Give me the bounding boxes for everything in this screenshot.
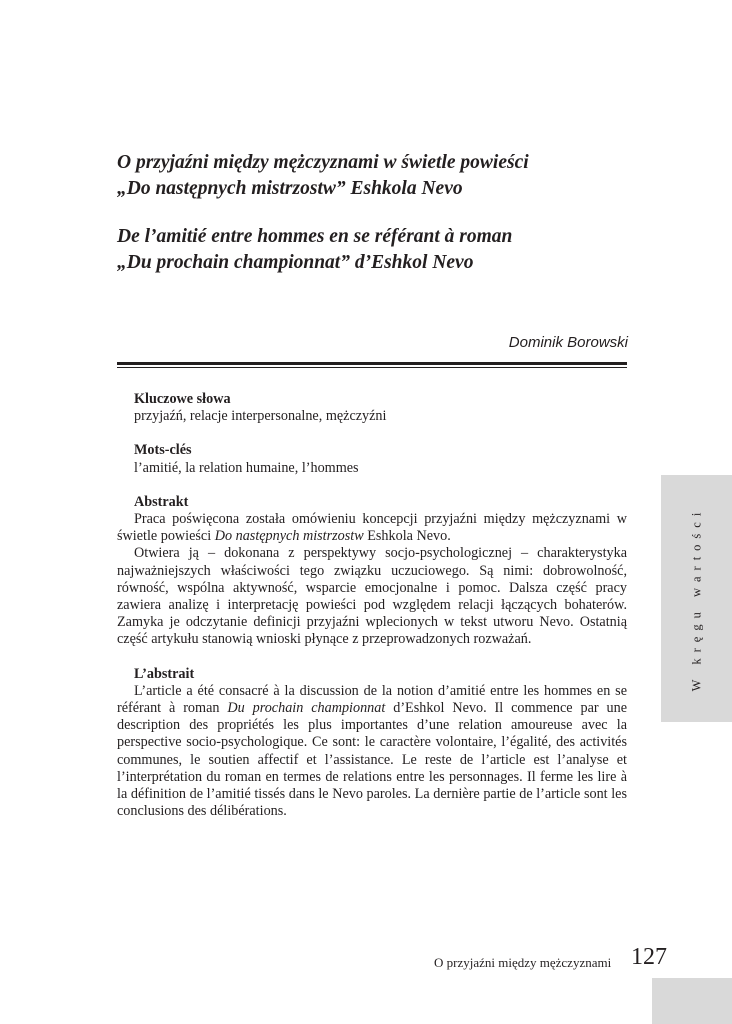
abstract-polish-paragraph-2: Otwiera ją – dokonana z perspektywy socjo-psychologicznej – charakterystyka najważniejszych właściwości tego związku uczuciowego. Są nimi: dobrowolność, równość, wspólna aktywność, wsparcie emocjonalne i pomoc. Dalsza część pracy zawiera analizę i interpretację powieści pod względem relacji łączących bohaterów. Zamyka je odczytanie definicji przyjaźni wplecionych w tekst utworu Nevo. Ostatnią część artykułu stanowią wnioski płynące z przeprowadzonych rozważań. [117,545,627,648]
title-french-line-1: De l’amitié entre hommes en se référant à roman [117,226,513,247]
abstract-french [117,666,627,821]
abstract-polish-p1-end: Eshkola Nevo. [363,528,451,545]
abstract-polish-p1-start: Praca poświęcona została omówieniu koncepcji przyjaźni między mężczyznami w świetle powieści [117,511,627,545]
abstract-french-italic: Du prochain championnat [227,700,386,717]
running-footer-title: O przyjaźni między mężczyznami [434,955,612,970]
title-french [117,224,637,276]
page-number: 127 [631,944,667,970]
article-title-block [117,150,637,276]
abstract-french-heading: L’abstrait [134,665,195,682]
abstract-polish-heading: Abstrakt [134,493,189,510]
keywords-polish-text: przyjaźń, relacje interpersonalne, mężczyźni [134,408,387,425]
title-rule-thick [117,362,627,365]
abstract-polish-p1-italic: Do następnych mistrzostw [214,528,364,545]
title-polish [117,150,637,202]
keywords-french-heading: Mots-clés [134,442,192,459]
author-name: Dominik Borowski [508,334,628,351]
title-french-line-2: „Du prochain championnat” d’Eshkol Nevo [117,252,474,273]
abstract-french-end: d’Eshkol Nevo. Il commence par une description des propriétés les plus importantes d’une relation amoureuse avec la perspective socio-psychologique. Ce sont: le caractère volontaire, l’égalité, des activités communes, le soutien affectif et l’assistance. Le reste de l’article est l’analyse et l’interprétation du roman en termes de relations entre les personnages. Il ferme les lire à la définition de l’amitié tissés dans le Nevo paroles. La dernière partie de l’article sont les conclusions des délibérations. [117,700,627,820]
title-rule-thin [117,367,627,368]
abstract-french-start: L’article a été consacré à la discussion de la notion d’amitié entre les hommes en se référant à roman [117,682,627,717]
keywords-polish [117,391,627,425]
section-side-tab [661,475,732,722]
side-tab-label: W kręgu wartości [689,506,703,691]
keywords-french [117,442,627,476]
abstract-french-paragraph [117,683,627,821]
abstract-polish [117,494,627,649]
footer-gray-tab [652,978,732,1024]
article-front-matter [117,391,627,837]
title-polish-line-2: „Do następnych mistrzostw” Eshkola Nevo [117,178,463,199]
keywords-polish-heading: Kluczowe słowa [134,391,231,407]
title-polish-line-1: O przyjaźni między mężczyznami w świetle powieści [117,152,529,173]
abstract-polish-paragraph-1 [117,511,627,545]
keywords-french-text: l’amitié, la relation humaine, l’hommes [134,459,359,476]
